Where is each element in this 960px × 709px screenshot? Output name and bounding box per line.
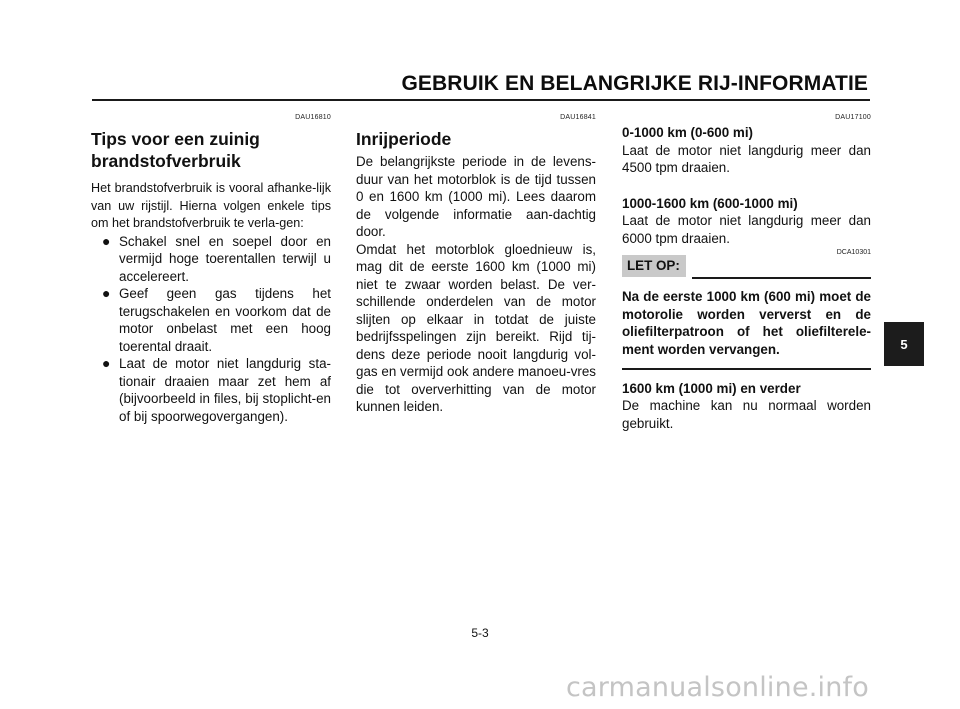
tips-list — [91, 233, 331, 426]
reference-code: DAU16841 — [560, 114, 596, 121]
stage-title: 1600 km (1000 mi) en verder — [622, 380, 801, 396]
column-break-in — [356, 114, 596, 416]
notice-bottom-rule — [622, 368, 871, 370]
stage-title: 1000-1600 km (600-1000 mi) — [622, 195, 798, 211]
paragraph: Omdat het motorblok gloednieuw is, mag dit de eerste 1600 km (1000 mi) niet te zwaar worden belast. De ver-schillende onderdelen van de motor slijten op elkaar in totdat de juiste bedrijfsspelingen zijn bereikt. Rijd tij-dens deze periode nooit langdurig vol-gas en vermijd ook andere manoeu-vres die tot oververhitting van de motor kunnen leiden. — [356, 241, 596, 414]
section-title-line-1: Tips voor een zuinig — [91, 129, 260, 149]
reference-code: DAU16810 — [295, 114, 331, 121]
page-header-title: GEBRUIK EN BELANGRIJKE RIJ-INFORMATIE — [401, 72, 868, 95]
page-number: 5-3 — [471, 626, 489, 640]
list-item — [91, 355, 331, 425]
list-item-text: Laat de motor niet langdurig sta-tionair draaien maar zet hem af (bijvoorbeeld in files, bij stoplicht-en of bij spoorwegovergangen). — [119, 356, 331, 424]
section-title-line-2: brandstofverbruik — [91, 151, 241, 171]
section-title — [91, 128, 331, 172]
header-rule — [92, 99, 870, 101]
column-fuel-tips — [91, 114, 331, 425]
notice-text: Na de eerste 1000 km (600 mi) moet de motorolie worden ververst en de oliefilterpatroon of het oliefilterele-ment worden vervangen. — [622, 289, 871, 357]
notice-header — [622, 249, 871, 279]
list-item — [91, 233, 331, 286]
stage-text: Laat de motor niet langdurig meer dan 6000 tpm draaien. — [622, 213, 871, 246]
chapter-tab: 5 — [884, 322, 924, 366]
list-item-text: Schakel snel en soepel door en vermijd hoge toerentallen terwijl u accelereert. — [119, 233, 331, 284]
bullet-icon: ● — [102, 355, 111, 371]
paragraph: De belangrijkste periode in de levens-duur van het motorblok is de tijd tussen 0 en 1600 km (1000 mi). Lees daarom de volgende informatie aan-dachtig door. — [356, 154, 596, 239]
bullet-icon: ● — [102, 232, 111, 249]
section-title: Inrijperiode — [356, 129, 452, 149]
stage-text: Laat de motor niet langdurig meer dan 4500 tpm draaien. — [622, 142, 871, 175]
watermark: carmanualsonline.info — [566, 672, 869, 703]
column-break-in-stages — [622, 114, 871, 432]
stage-title: 0-1000 km (0-600 mi) — [622, 125, 754, 140]
list-item-text: Geef geen gas tijdens het terugschakelen en voorkom dat de motor onbelast met een hoog toerental draait. — [119, 286, 331, 354]
list-item — [91, 285, 331, 355]
stage-text: De machine kan nu normaal worden gebruikt. — [622, 398, 871, 431]
intro-paragraph: Het brandstofverbruik is vooral afhanke-lijk van uw rijstijl. Hierna volgen enkele tips om het brandstofverbruik te verla-gen: — [91, 181, 331, 230]
notice-label: LET OP: — [622, 255, 686, 277]
reference-code: DAU17100 — [835, 114, 871, 121]
bullet-icon: ● — [102, 285, 111, 301]
notice-rule — [692, 277, 871, 279]
notice-code: DCA10301 — [836, 249, 871, 256]
